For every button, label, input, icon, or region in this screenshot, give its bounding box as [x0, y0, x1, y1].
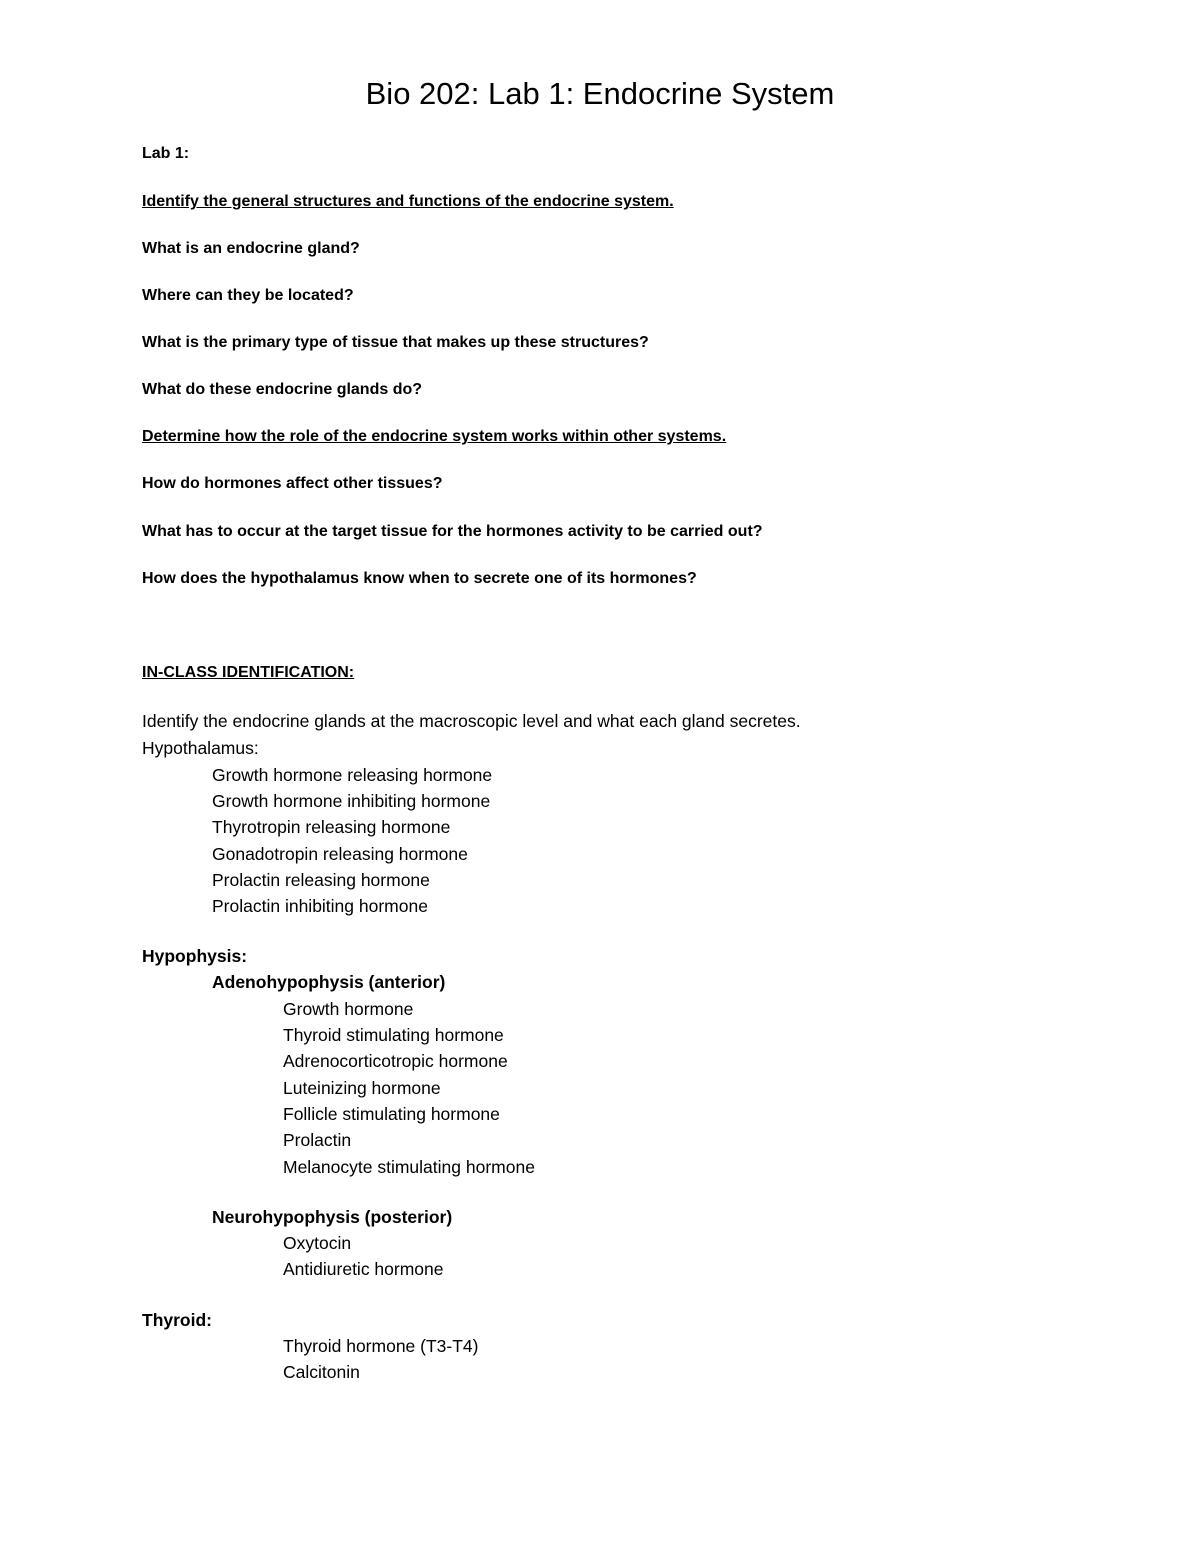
- neurohypophysis-label: Neurohypophysis (posterior): [212, 1207, 453, 1227]
- question-hormone-effect: How do hormones affect other tissues?: [142, 475, 443, 492]
- hypothalamus-hormone: Prolactin inhibiting hormone: [212, 896, 428, 916]
- hypophysis-label: Hypophysis:: [142, 946, 248, 966]
- thyroid-hormone: Thyroid hormone (T3-T4): [283, 1336, 479, 1356]
- anterior-hormone: Follicle stimulating hormone: [283, 1104, 500, 1124]
- anterior-hormone: Luteinizing hormone: [283, 1078, 441, 1098]
- anterior-hormone: Prolactin: [283, 1130, 352, 1150]
- posterior-hormone: Oxytocin: [283, 1233, 352, 1253]
- adenohypophysis-label: Adenohypophysis (anterior): [212, 972, 446, 992]
- anterior-hormone: Adrenocorticotropic hormone: [283, 1051, 508, 1071]
- anterior-hormone: Melanocyte stimulating hormone: [283, 1157, 535, 1177]
- hypothalamus-hormone: Growth hormone releasing hormone: [212, 765, 493, 785]
- hypothalamus-hormone: Prolactin releasing hormone: [212, 870, 430, 890]
- hypothalamus-hormone: Gonadotropin releasing hormone: [212, 844, 468, 864]
- anterior-hormone: Thyroid stimulating hormone: [283, 1025, 504, 1045]
- question-tissue-type: What is the primary type of tissue that makes up these structures?: [142, 334, 649, 351]
- question-hypothalamus: How does the hypothalamus know when to secrete one of its hormones?: [142, 570, 697, 587]
- thyroid-hormone: Calcitonin: [283, 1362, 360, 1382]
- identification-intro: Identify the endocrine glands at the macroscopic level and what each gland secretes.: [142, 711, 801, 731]
- hypothalamus-label: Hypothalamus:: [142, 738, 259, 758]
- question-location: Where can they be located?: [142, 287, 354, 304]
- document-title: Bio 202: Lab 1: Endocrine System: [365, 76, 835, 111]
- objective-2: Determine how the role of the endocrine system works within other systems.: [142, 428, 727, 445]
- hypothalamus-hormone: Growth hormone inhibiting hormone: [212, 791, 491, 811]
- thyroid-label: Thyroid:: [142, 1310, 212, 1330]
- objective-1: Identify the general structures and functions of the endocrine system.: [142, 193, 674, 210]
- in-class-heading: IN-CLASS IDENTIFICATION:: [142, 664, 355, 681]
- lab-label: Lab 1:: [142, 145, 190, 162]
- question-endocrine-gland: What is an endocrine gland?: [142, 240, 360, 257]
- anterior-hormone: Growth hormone: [283, 999, 414, 1019]
- question-target-tissue: What has to occur at the target tissue for the hormones activity to be carried out?: [142, 523, 763, 540]
- question-gland-function: What do these endocrine glands do?: [142, 381, 423, 398]
- posterior-hormone: Antidiuretic hormone: [283, 1259, 444, 1279]
- hypothalamus-hormone: Thyrotropin releasing hormone: [212, 817, 451, 837]
